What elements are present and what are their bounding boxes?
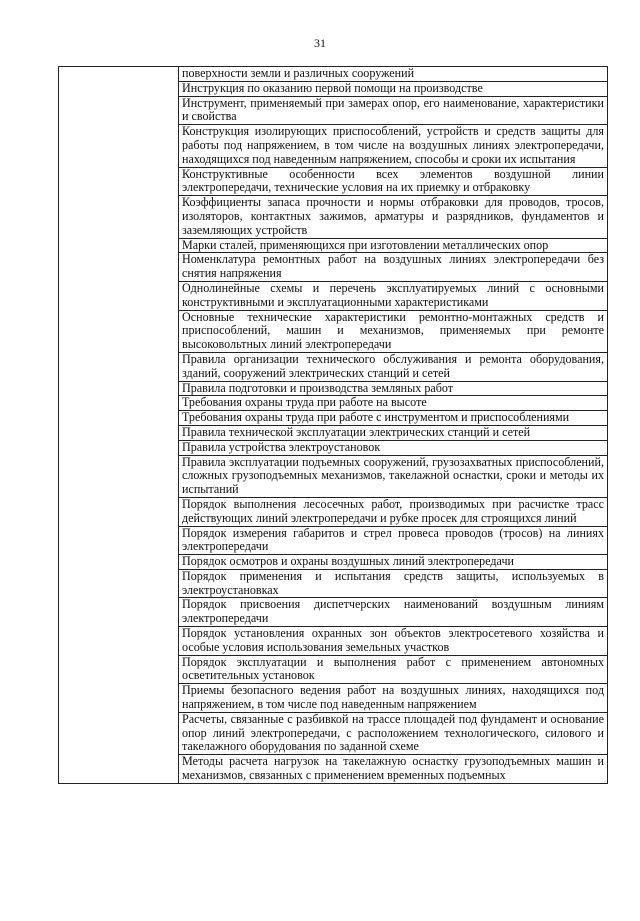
knowledge-item: Порядок осмотров и охраны воздушных линий электропередачи <box>179 555 608 570</box>
knowledge-item: Методы расчета нагрузок на такелажную оснастку грузоподъемных машин и механизмов, связанных с применением временных подъемных <box>179 755 608 784</box>
left-column-cell <box>59 67 179 784</box>
knowledge-item: Требования охраны труда при работе на высоте <box>179 396 608 411</box>
knowledge-item: Однолинейные схемы и перечень эксплуатируемых линий с основными конструктивными и эксплуатационными характеристиками <box>179 281 608 310</box>
table-body <box>59 67 608 784</box>
page-number: 31 <box>314 36 326 50</box>
knowledge-item: Правила подготовки и производства земляных работ <box>179 381 608 396</box>
knowledge-item: Расчеты, связанные с разбивкой на трассе площадей под фундамент и основание опор линий электропередачи, с расположением технологического, силового и такелажного оборудования по заданной схеме <box>179 712 608 754</box>
knowledge-item: Правила технической эксплуатации электрических станций и сетей <box>179 425 608 440</box>
knowledge-item: Порядок присвоения диспетчерских наименований воздушным линиям электропередачи <box>179 598 608 627</box>
knowledge-item: Правила организации технического обслуживания и ремонта оборудования, зданий, сооружений электрических станций и сетей <box>179 352 608 381</box>
knowledge-item: поверхности земли и различных сооружений <box>179 67 608 82</box>
knowledge-item: Марки сталей, применяющихся при изготовлении металлических опор <box>179 238 608 253</box>
knowledge-item: Приемы безопасного ведения работ на воздушных линиях, находящихся под напряжением, в том числе под наведенным напряжением <box>179 684 608 713</box>
knowledge-item: Инструмент, применяемый при замерах опор, его наименование, характеристики и свойства <box>179 96 608 125</box>
knowledge-item: Порядок измерения габаритов и стрел провеса проводов (тросов) на линиях электропередачи <box>179 526 608 555</box>
knowledge-item: Требования охраны труда при работе с инструментом и приспособлениями <box>179 411 608 426</box>
requirements-table <box>58 66 608 784</box>
knowledge-item: Порядок выполнения лесосечных работ, производимых при расчистке трасс действующих линий электропередачи и рубке просек для строящихся линий <box>179 497 608 526</box>
knowledge-item: Основные технические характеристики ремонтно-монтажных средств и приспособлений, машин и механизмов, применяемых при ремонте высоковольтных линий электропередачи <box>179 310 608 352</box>
knowledge-item: Конструкция изолирующих приспособлений, устройств и средств защиты для работы под напряжением, в том числе на воздушных линиях электропередачи, находящихся под наведенным напряжением, способы и сроки их испытания <box>179 125 608 167</box>
knowledge-item: Коэффициенты запаса прочности и нормы отбраковки для проводов, тросов, изоляторов, контактных зажимов, арматуры и разрядников, фундаментов и заземляющих устройств <box>179 196 608 238</box>
table-row <box>59 67 608 82</box>
knowledge-item: Порядок эксплуатации и выполнения работ с применением автономных осветительных установок <box>179 655 608 684</box>
knowledge-item: Правила устройства электроустановок <box>179 440 608 455</box>
knowledge-item: Правила эксплуатации подъемных сооружений, грузозахватных приспособлений, сложных грузоподъемных механизмов, такелажной оснастки, сроки и методы их испытаний <box>179 455 608 497</box>
knowledge-item: Номенклатура ремонтных работ на воздушных линиях электропередачи без снятия напряжения <box>179 253 608 282</box>
knowledge-item: Порядок установления охранных зон объектов электросетевого хозяйства и особые условия использования земельных участков <box>179 627 608 656</box>
knowledge-item: Инструкция по оказанию первой помощи на производстве <box>179 81 608 96</box>
knowledge-item: Конструктивные особенности всех элементов воздушной линии электропередачи, технические условия на их приемку и отбраковку <box>179 167 608 196</box>
knowledge-item: Порядок применения и испытания средств защиты, используемых в электроустановках <box>179 569 608 598</box>
